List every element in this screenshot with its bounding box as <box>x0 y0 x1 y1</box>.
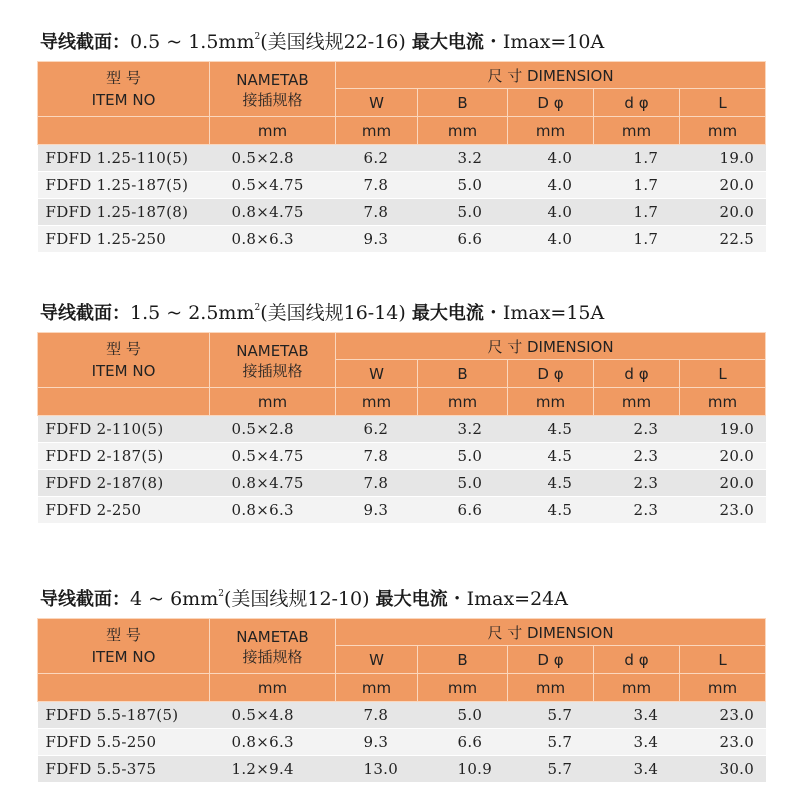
cell-b: 3.2 <box>418 145 508 172</box>
table-row <box>38 497 766 524</box>
title-awg: (美国线规12-10) <box>223 588 370 610</box>
cell-D-phi: 4.0 <box>508 172 594 199</box>
cell-D-phi: 4.5 <box>508 470 594 497</box>
cell-D-phi: 4.0 <box>508 145 594 172</box>
cell-l: 22.5 <box>680 226 766 253</box>
header-unit-mm: mm <box>336 674 418 702</box>
header-item-no <box>38 62 210 117</box>
header-model-en: ITEM NO <box>91 91 156 109</box>
cell-item-no: FDFD 5.5-250 <box>38 729 210 756</box>
cell-D-phi: 4.0 <box>508 226 594 253</box>
spec-table <box>37 332 766 524</box>
title-current-label: 最大电流 <box>375 589 448 610</box>
cell-D-phi: 5.7 <box>508 756 594 783</box>
header-col-w: W <box>336 360 418 388</box>
title-current: ・Imax=15A <box>483 302 605 324</box>
title-range: 1.5 ~ 2.5mm <box>130 302 255 324</box>
header-unit-mm: mm <box>210 674 336 702</box>
table-row <box>38 443 766 470</box>
header-model-en: ITEM NO <box>91 648 156 666</box>
header-col-b: B <box>418 89 508 117</box>
cell-item-no: FDFD 5.5-375 <box>38 756 210 783</box>
header-col-b: B <box>418 360 508 388</box>
cell-b: 5.0 <box>418 172 508 199</box>
cell-nametab: 0.5×4.75 <box>210 443 336 470</box>
cell-l: 20.0 <box>680 443 766 470</box>
header-unit-mm: mm <box>336 388 418 416</box>
header-col-D-phi: D φ <box>508 360 594 388</box>
header-nametab-cn: 接插规格 <box>242 362 303 380</box>
cell-l: 20.0 <box>680 470 766 497</box>
cell-w: 7.8 <box>336 443 418 470</box>
header-col-d-phi: d φ <box>594 646 680 674</box>
cell-nametab: 0.5×4.75 <box>210 172 336 199</box>
header-unit-blank <box>38 674 210 702</box>
section-title <box>40 292 604 324</box>
table-header <box>38 619 766 702</box>
cell-b: 6.6 <box>418 497 508 524</box>
table-row <box>38 199 766 226</box>
header-col-w: W <box>336 646 418 674</box>
table-row <box>38 756 766 783</box>
table-row <box>38 226 766 253</box>
title-awg: (美国线规22-16) <box>260 31 406 53</box>
cell-l: 30.0 <box>680 756 766 783</box>
header-item-no <box>38 619 210 674</box>
header-model-en: ITEM NO <box>91 362 156 380</box>
cell-nametab: 0.8×4.75 <box>210 199 336 226</box>
cell-item-no: FDFD 2-187(8) <box>38 470 210 497</box>
header-unit-mm: mm <box>418 388 508 416</box>
title-sup: 2 <box>218 589 224 599</box>
table-row <box>38 702 766 729</box>
header-col-D-phi: D φ <box>508 89 594 117</box>
cell-d-phi: 3.4 <box>594 702 680 729</box>
title-current: ・Imax=10A <box>483 31 605 53</box>
cell-l: 19.0 <box>680 416 766 443</box>
header-dimension: 尺 寸 DIMENSION <box>336 62 766 89</box>
header-unit-mm: mm <box>508 674 594 702</box>
header-unit-mm: mm <box>680 388 766 416</box>
header-unit-mm: mm <box>594 388 680 416</box>
header-unit-mm: mm <box>210 388 336 416</box>
header-nametab <box>210 62 336 117</box>
cell-d-phi: 1.7 <box>594 199 680 226</box>
spec-table <box>37 61 766 253</box>
cell-d-phi: 2.3 <box>594 416 680 443</box>
cell-w: 7.8 <box>336 702 418 729</box>
header-model-cn: 型 号 <box>106 69 141 87</box>
cell-d-phi: 2.3 <box>594 443 680 470</box>
table-row <box>38 172 766 199</box>
title-current: ・Imax=24A <box>447 588 568 610</box>
header-col-D-phi: D φ <box>508 646 594 674</box>
cell-D-phi: 4.5 <box>508 497 594 524</box>
title-range: 0.5 ~ 1.5mm <box>130 31 255 53</box>
header-nametab-en: NAMETAB <box>236 628 309 646</box>
header-col-d-phi: d φ <box>594 360 680 388</box>
table-row <box>38 729 766 756</box>
cell-D-phi: 5.7 <box>508 702 594 729</box>
cell-w: 9.3 <box>336 226 418 253</box>
header-dimension: 尺 寸 DIMENSION <box>336 619 766 646</box>
header-model-cn: 型 号 <box>106 340 141 358</box>
title-awg: (美国线规16-14) <box>260 302 406 324</box>
cell-w: 9.3 <box>336 497 418 524</box>
table-body <box>38 145 766 253</box>
cell-l: 20.0 <box>680 172 766 199</box>
title-prefix: 导线截面： <box>40 32 130 53</box>
table-body <box>38 416 766 524</box>
header-unit-mm: mm <box>508 388 594 416</box>
header-nametab-en: NAMETAB <box>236 71 309 89</box>
cell-d-phi: 3.4 <box>594 756 680 783</box>
title-current-label: 最大电流 <box>411 303 484 324</box>
cell-l: 19.0 <box>680 145 766 172</box>
cell-b: 10.9 <box>418 756 508 783</box>
cell-b: 3.2 <box>418 416 508 443</box>
cell-item-no: FDFD 1.25-187(5) <box>38 172 210 199</box>
header-unit-mm: mm <box>680 117 766 145</box>
header-unit-mm: mm <box>418 117 508 145</box>
table-header <box>38 333 766 416</box>
title-prefix: 导线截面： <box>40 303 130 324</box>
title-sup: 2 <box>254 303 261 313</box>
cell-d-phi: 3.4 <box>594 729 680 756</box>
header-col-b: B <box>418 646 508 674</box>
cell-w: 13.0 <box>336 756 418 783</box>
cell-nametab: 1.2×9.4 <box>210 756 336 783</box>
cell-w: 9.3 <box>336 729 418 756</box>
header-nametab <box>210 333 336 388</box>
cell-w: 6.2 <box>336 145 418 172</box>
header-nametab-cn: 接插规格 <box>242 91 303 109</box>
cell-l: 23.0 <box>680 729 766 756</box>
spec-table <box>37 618 766 783</box>
table-header <box>38 62 766 145</box>
cell-b: 5.0 <box>418 470 508 497</box>
cell-nametab: 0.8×6.3 <box>210 226 336 253</box>
cell-nametab: 0.8×6.3 <box>210 729 336 756</box>
header-col-l: L <box>680 646 766 674</box>
table-row <box>38 416 766 443</box>
cell-item-no: FDFD 5.5-187(5) <box>38 702 210 729</box>
section-title <box>40 578 568 610</box>
cell-w: 7.8 <box>336 470 418 497</box>
table-row <box>38 470 766 497</box>
header-unit-mm: mm <box>508 117 594 145</box>
cell-b: 5.0 <box>418 199 508 226</box>
header-nametab-cn: 接插规格 <box>242 648 303 666</box>
cell-w: 7.8 <box>336 199 418 226</box>
header-item-no <box>38 333 210 388</box>
header-unit-mm: mm <box>594 117 680 145</box>
title-range: 4 ~ 6mm <box>130 588 219 610</box>
header-unit-mm: mm <box>680 674 766 702</box>
cell-d-phi: 2.3 <box>594 497 680 524</box>
cell-d-phi: 1.7 <box>594 145 680 172</box>
cell-b: 6.6 <box>418 729 508 756</box>
cell-nametab: 0.5×2.8 <box>210 416 336 443</box>
cell-D-phi: 4.0 <box>508 199 594 226</box>
cell-item-no: FDFD 2-250 <box>38 497 210 524</box>
title-prefix: 导线截面： <box>40 589 130 610</box>
cell-nametab: 0.5×4.8 <box>210 702 336 729</box>
header-col-l: L <box>680 360 766 388</box>
cell-item-no: FDFD 2-187(5) <box>38 443 210 470</box>
cell-nametab: 0.8×6.3 <box>210 497 336 524</box>
header-nametab <box>210 619 336 674</box>
cell-item-no: FDFD 1.25-110(5) <box>38 145 210 172</box>
header-col-w: W <box>336 89 418 117</box>
cell-l: 23.0 <box>680 497 766 524</box>
cell-w: 6.2 <box>336 416 418 443</box>
cell-D-phi: 5.7 <box>508 729 594 756</box>
cell-item-no: FDFD 1.25-187(8) <box>38 199 210 226</box>
cell-item-no: FDFD 2-110(5) <box>38 416 210 443</box>
cell-D-phi: 4.5 <box>508 443 594 470</box>
cell-nametab: 0.8×4.75 <box>210 470 336 497</box>
cell-l: 23.0 <box>680 702 766 729</box>
header-unit-mm: mm <box>210 117 336 145</box>
title-current-label: 最大电流 <box>411 32 484 53</box>
cell-b: 5.0 <box>418 702 508 729</box>
cell-l: 20.0 <box>680 199 766 226</box>
header-unit-blank <box>38 388 210 416</box>
header-nametab-en: NAMETAB <box>236 342 309 360</box>
cell-b: 6.6 <box>418 226 508 253</box>
cell-item-no: FDFD 1.25-250 <box>38 226 210 253</box>
cell-d-phi: 2.3 <box>594 470 680 497</box>
cell-D-phi: 4.5 <box>508 416 594 443</box>
header-unit-mm: mm <box>418 674 508 702</box>
table-row <box>38 145 766 172</box>
cell-nametab: 0.5×2.8 <box>210 145 336 172</box>
table-body <box>38 702 766 783</box>
section-title <box>40 21 604 53</box>
header-model-cn: 型 号 <box>106 626 141 644</box>
cell-d-phi: 1.7 <box>594 172 680 199</box>
header-col-d-phi: d φ <box>594 89 680 117</box>
cell-w: 7.8 <box>336 172 418 199</box>
title-sup: 2 <box>254 32 261 42</box>
header-dimension: 尺 寸 DIMENSION <box>336 333 766 360</box>
header-unit-mm: mm <box>336 117 418 145</box>
header-unit-mm: mm <box>594 674 680 702</box>
header-col-l: L <box>680 89 766 117</box>
cell-d-phi: 1.7 <box>594 226 680 253</box>
header-unit-blank <box>38 117 210 145</box>
cell-b: 5.0 <box>418 443 508 470</box>
